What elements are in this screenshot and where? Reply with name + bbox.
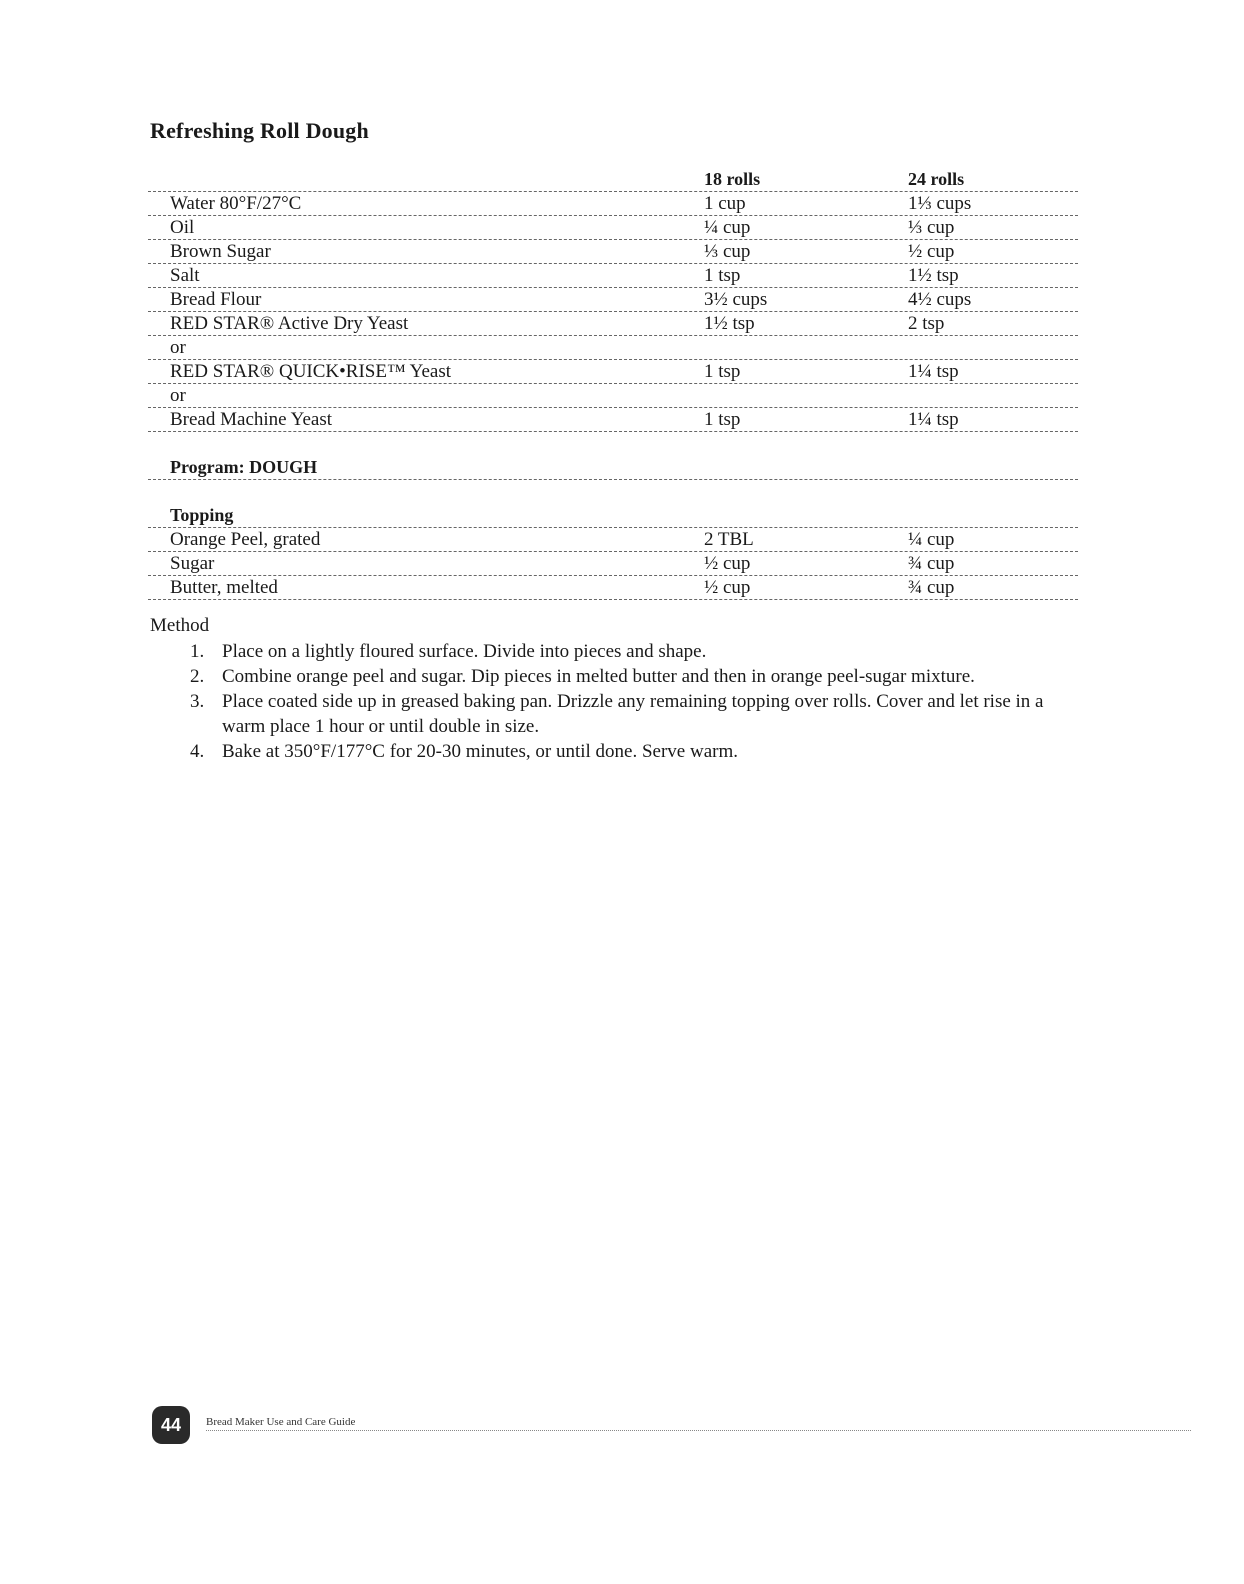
table-row — [148, 264, 1078, 288]
method-section — [150, 615, 1070, 764]
quantity-18: 1 tsp — [704, 409, 741, 430]
table-row — [148, 408, 1078, 432]
ingredient-name: Sugar — [170, 553, 215, 574]
table-row — [148, 576, 1078, 600]
page-number-badge: 44 — [152, 1406, 190, 1444]
list-item — [150, 689, 1070, 739]
quantity-18: 1 tsp — [704, 265, 741, 286]
topping-header — [148, 503, 1078, 528]
column-24-rolls: 24 rolls — [908, 169, 965, 189]
quantity-24: ½ cup — [908, 241, 955, 262]
quantity-18: 2 TBL — [704, 529, 754, 550]
step-number: 2. — [190, 666, 205, 687]
method-steps — [150, 639, 1070, 764]
quantity-24: ⅓ cup — [908, 217, 955, 238]
ingredients-table — [148, 167, 1078, 432]
quantity-24: 1¼ tsp — [908, 409, 959, 430]
quantity-24: 2 tsp — [908, 313, 945, 334]
quantity-18: ½ cup — [704, 553, 751, 574]
step-text: Bake at 350°F/177°C for 20-30 minutes, or until done. Serve warm. — [222, 741, 738, 762]
quantity-24: ¾ cup — [908, 577, 955, 598]
step-text: Combine orange peel and sugar. Dip pieces in melted butter and then in orange peel-sugar mixture. — [222, 666, 975, 687]
ingredient-name: Oil — [170, 217, 195, 238]
table-row — [148, 360, 1078, 384]
topping-heading: Topping — [170, 505, 234, 525]
step-number: 4. — [190, 741, 205, 762]
recipe-title: Refreshing Roll Dough — [150, 118, 369, 143]
quantity-18: ½ cup — [704, 577, 751, 598]
table-row — [148, 240, 1078, 264]
ingredient-name: Bread Flour — [170, 289, 262, 310]
ingredient-name: Butter, melted — [170, 577, 278, 598]
list-item — [150, 739, 1070, 764]
ingredient-name: RED STAR® QUICK•RISE™ Yeast — [170, 361, 451, 382]
guide-title: Bread Maker Use and Care Guide — [206, 1416, 356, 1428]
ingredient-name: Brown Sugar — [170, 241, 271, 262]
table-header — [148, 167, 1078, 192]
quantity-18: 3½ cups — [704, 289, 768, 310]
list-item — [150, 664, 1070, 689]
program-label: Program: DOUGH — [170, 457, 318, 477]
table-row — [148, 336, 1078, 360]
list-item — [150, 639, 1070, 664]
quantity-24: ¼ cup — [908, 529, 955, 550]
quantity-18: 1½ tsp — [704, 313, 755, 334]
footer-divider — [206, 1430, 1191, 1431]
step-text: Place on a lightly floured surface. Divide into pieces and shape. — [222, 641, 707, 662]
table-row — [148, 288, 1078, 312]
ingredient-name: Orange Peel, grated — [170, 529, 321, 550]
ingredient-name: Salt — [170, 265, 200, 286]
step-text: Place coated side up in greased baking pan. Drizzle any remaining topping over rolls. Cover and let rise in a warm place 1 hour or until double in size. — [222, 691, 1044, 737]
column-18-rolls: 18 rolls — [704, 169, 761, 189]
quantity-24: ¾ cup — [908, 553, 955, 574]
table-row — [148, 216, 1078, 240]
step-number: 1. — [190, 641, 205, 662]
quantity-18: ¼ cup — [704, 217, 751, 238]
quantity-24: 1⅓ cups — [908, 193, 972, 214]
method-title: Method — [150, 615, 210, 636]
page-footer — [152, 1406, 1192, 1446]
table-row — [148, 384, 1078, 408]
quantity-18: 1 cup — [704, 193, 746, 214]
quantity-24: 1¼ tsp — [908, 361, 959, 382]
topping-table — [148, 503, 1078, 600]
ingredient-name: Water 80°F/27°C — [170, 193, 302, 214]
quantity-18: 1 tsp — [704, 361, 741, 382]
table-row — [148, 192, 1078, 216]
quantity-18: ⅓ cup — [704, 241, 751, 262]
ingredient-name: Bread Machine Yeast — [170, 409, 332, 430]
ingredient-name: or — [170, 337, 186, 358]
quantity-24: 1½ tsp — [908, 265, 959, 286]
quantity-24: 4½ cups — [908, 289, 972, 310]
ingredient-name: RED STAR® Active Dry Yeast — [170, 313, 409, 334]
table-row — [148, 312, 1078, 336]
ingredient-name: or — [170, 385, 186, 406]
step-number: 3. — [190, 691, 205, 712]
table-row — [148, 528, 1078, 552]
table-row — [148, 552, 1078, 576]
program-line — [148, 455, 1078, 480]
